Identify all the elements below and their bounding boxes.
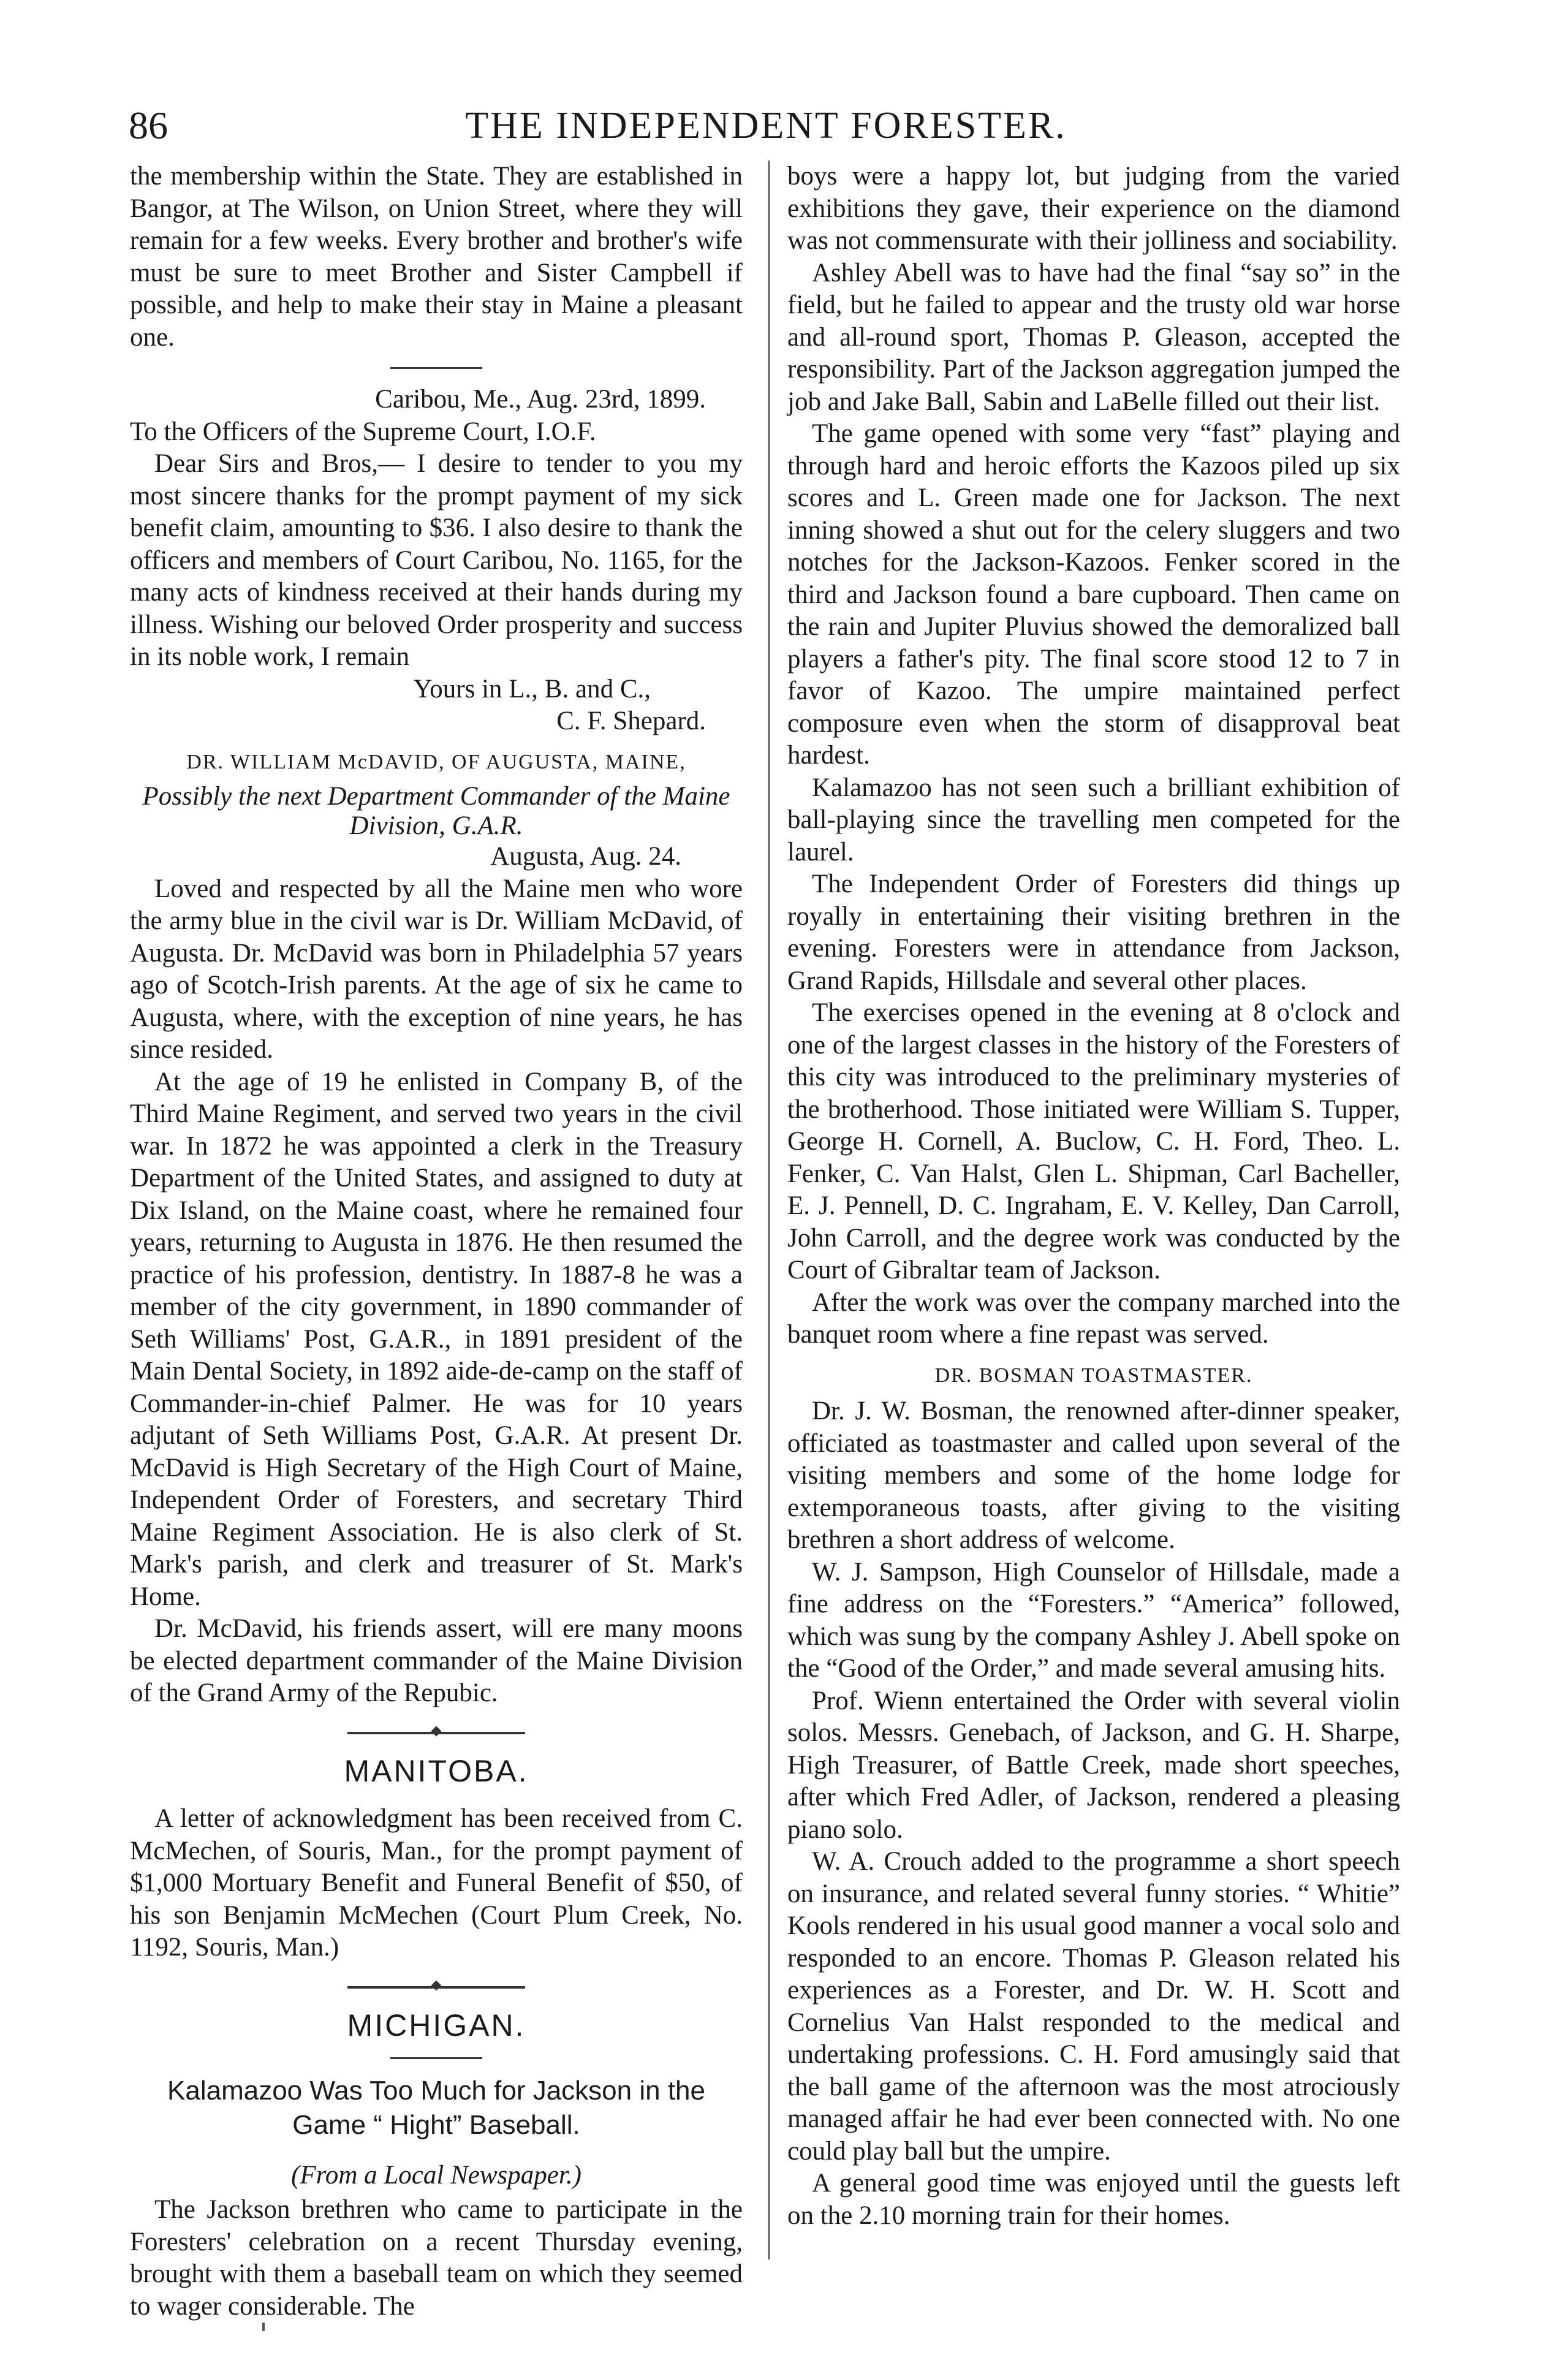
left-column [130, 161, 743, 2323]
article-subheading: Kalamazoo Was Too Much for Jackson in the Game “ Hight” Baseball. [167, 2076, 705, 2140]
paragraph: Kalamazoo has not seen such a brilliant exhibition of ball-playing since the travelling men competed for the laurel. [787, 773, 1400, 867]
page-number: 86 [129, 104, 168, 147]
paragraph: After the work was over the company marched into the banquet room where a fine repast was served. [787, 1288, 1400, 1349]
dateline: Augusta, Aug. 24. [490, 842, 681, 871]
paragraph: A general good time was enjoyed until the guests left on the 2.10 morning train for their homes. [787, 2169, 1400, 2230]
salutation-to: To the Officers of the Supreme Court, I.O.F. [130, 417, 596, 446]
paragraph: The Independent Order of Foresters did things up royally in entertaining their visiting brethren in the evening. Foresters were in attendance from Jackson, Grand Rapids, Hillsdale and several other places. [787, 870, 1400, 995]
paragraph: The game opened with some very “fast” playing and through hard and heroic efforts the Kazoos piled up six scores and L. Green made one for Jackson. The next inning showed a shut out for the celery sluggers and two notches for the Jackson-Kazoos. Fenker scored in the third and Jackson found a bare cupboard. Then came on the rain and Jupiter Pluvius showed the demoralized ball players a father's pity. The final score stood 12 to 7 in favor of Kazoo. The umpire maintained perfect composure even when the storm of disapproval beat hardest. [787, 419, 1400, 770]
running-title: THE INDEPENDENT FORESTER. [465, 105, 1067, 146]
paragraph: The exercises opened in the evening at 8 o'clock and one of the largest classes in the history of the Foresters of this city was introduced to the preliminary mysteries of the brotherhood. Those initiated were William S. Tupper, George H. Cornell, A. Buclow, C. H. Ford, Theo. L. Fenker, C. Van Halst, Glen L. Shipman, Carl Bacheller, E. J. Pennell, D. C. Ingraham, E. V. Kelley, Dan Carroll, John Carroll, and the degree work was conducted by the Court of Gibraltar team of Jackson. [787, 998, 1400, 1284]
paragraph: Dear Sirs and Bros,— I desire to tender to you my most sincere thanks for the prompt payment of my sick benefit claim, amounting to $36. I also desire to thank the officers and members of Court Caribou, No. 1165, for the many acts of kindness received at their hands during my illness. Wishing our beloved Order prosperity and success in its noble work, I remain [130, 449, 743, 671]
paragraph: the membership within the State. They are established in Bangor, at The Wilson, on Union Street, where they will remain for a few weeks. Every brother and brother's wife must be sure to meet Brother and Sister Campbell if possible, and help to make their stay in Maine a pleasant one. [130, 162, 743, 352]
paragraph: Dr. J. W. Bosman, the renowned after-dinner speaker, officiated as toastmaster and called upon several of the visiting members and some of the home lodge for extemporaneous toasts, after giving to the visiting brethren a short address of welcome. [787, 1397, 1400, 1554]
paragraph: W. A. Crouch added to the programme a short speech on insurance, and related several funny stories. “ Whitie” Kools rendered in his usual good manner a vocal solo and responded to an encore. Thomas P. Gleason related his experiences as a Forester, and Dr. W. H. Scott and Cornelius Van Halst responded to the medical and undertaking professions. C. H. Ford amusingly said that the ball game of the afternoon was the most atrociously managed affair he had ever been connected with. No one could play ball but the umpire. [787, 1847, 1400, 2166]
dateline: Caribou, Me., Aug. 23rd, 1899. [375, 385, 706, 414]
article-subheading: Possibly the next Department Commander of the Maine Division, G.A.R. [142, 782, 730, 840]
paragraph: At the age of 19 he enlisted in Company B, of the Third Maine Regiment, and served two years in the civil war. In 1872 he was appointed a clerk in the Treasury Department of the United States, and assigned to duty at Dix Island, on the Maine coast, where he remained four years, returning to Augusta in 1876. He then resumed the practice of his profession, dentistry. In 1887-8 he was a member of the city government, in 1890 commander of Seth Williams' Post, G.A.R., in 1891 president of the Main Dental Society, in 1892 aide-de-camp on the staff of Commander-in-chief Palmer. He was for 10 years adjutant of Seth Williams Post, G.A.R. At present Dr. McDavid is High Secretary of the High Court of Maine, Independent Order of Foresters, and secretary Third Maine Regiment Association. He is also clerk of St. Mark's parish, and clerk and treasurer of St. Mark's Home. [130, 1067, 743, 1611]
paragraph: boys were a happy lot, but judging from the varied exhibitions they gave, their experience on the diamond was not commensurate with their jolliness and sociability. [787, 162, 1400, 255]
section-heading: MANITOBA. [344, 1753, 529, 1788]
section-heading: MICHIGAN. [347, 2008, 526, 2043]
paragraph: Dr. McDavid, his friends assert, will ere many moons be elected department commander of the Maine Division of the Grand Army of the Repubic. [130, 1614, 743, 1707]
divider-rule [390, 2057, 482, 2059]
paragraph: Loved and respected by all the Maine men who wore the army blue in the civil war is Dr. William McDavid, of Augusta. Dr. McDavid was born in Philadelphia 57 years ago of Scotch-Irish parents. At the age of six he came to Augusta, where, with the exception of nine years, he has since resided. [130, 874, 743, 1064]
paragraph: Ashley Abell was to have had the final “say so” in the field, but he failed to appear and the trusty old war horse and all-round sport, Thomas P. Gleason, accepted the responsibility. Part of the Jackson aggregation jumped the job and Jake Ball, Sabin and LaBelle filled out their list. [787, 258, 1400, 416]
paragraph: W. J. Sampson, High Counselor of Hillsdale, made a fine address on the “Foresters.” “America” followed, which was sung by the company Ashley J. Abell spoke on the “Good of the Order,” and made several amusing hits. [787, 1557, 1400, 1683]
ornamental-divider [347, 1986, 525, 1989]
paragraph: A letter of acknowledgment has been received from C. McMechen, of Souris, Man., for the prompt payment of $1,000 Mortuary Benefit and Funeral Benefit of $50, of his son Benjamin McMechen (Court Plum Creek, No. 1192, Souris, Man.) [130, 1804, 743, 1962]
right-column [787, 161, 1400, 2232]
paragraph: The Jackson brethren who came to participate in the Foresters' celebration on a recent Thursday evening, brought with them a baseball team on which they seemed to wager considerable. The [130, 2195, 743, 2321]
page-header [129, 101, 1403, 150]
column-rule [768, 161, 770, 2259]
source-note: (From a Local Newspaper.) [291, 2161, 581, 2190]
closing-line: Yours in L., B. and C., [413, 674, 651, 704]
print-speck [262, 2323, 265, 2331]
ornamental-divider [347, 1732, 525, 1734]
signature-name: C. F. Shepard. [556, 707, 706, 735]
article-heading: DR. WILLIAM McDAVID, OF AUGUSTA, MAINE, [186, 750, 686, 773]
divider-rule [390, 367, 482, 369]
paragraph: Prof. Wienn entertained the Order with several violin solos. Messrs. Genebach, of Jackson, and G. H. Sharpe, High Treasurer, of Battle Creek, made short speeches, after which Fred Adler, of Jackson, rendered a pleasing piano solo. [787, 1686, 1400, 1844]
article-heading: DR. BOSMAN TOASTMASTER. [934, 1364, 1253, 1387]
